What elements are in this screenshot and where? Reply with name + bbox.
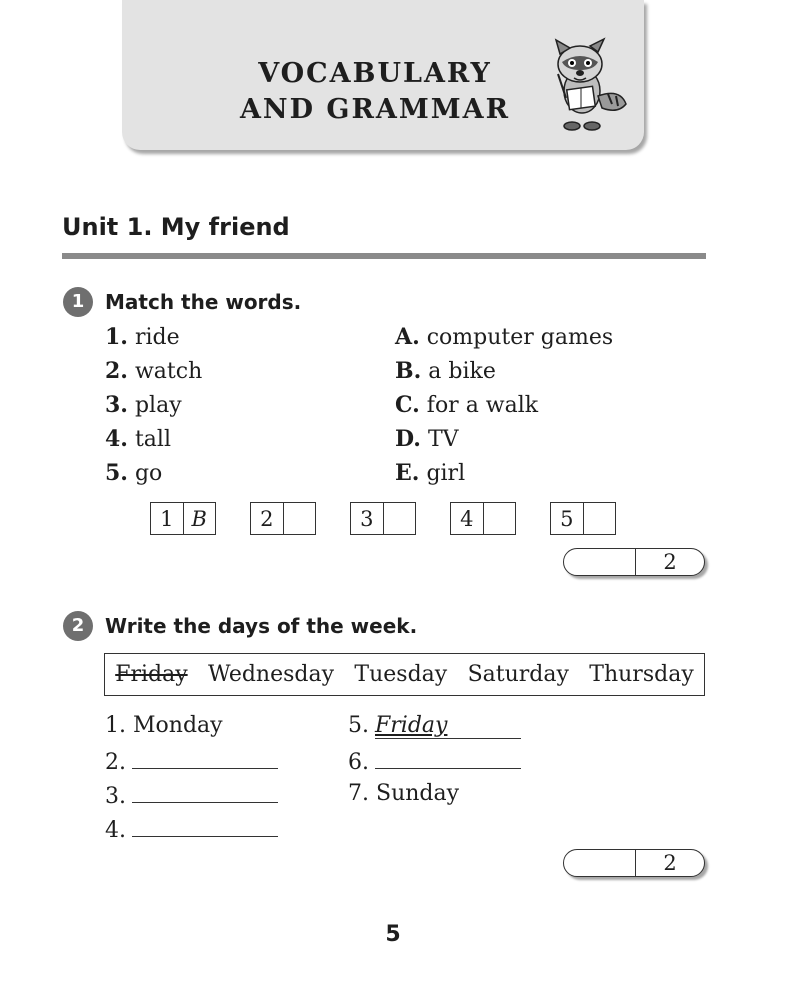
score-box [563, 849, 705, 877]
score-input[interactable] [564, 850, 636, 876]
score-max: 2 [663, 851, 677, 875]
answer-box [550, 502, 616, 535]
page-number: 5 [385, 922, 401, 947]
word-bank-item-used: Friday [115, 662, 188, 687]
divider [62, 253, 706, 259]
answer-box [450, 502, 516, 535]
word-bank-item: Saturday [467, 662, 569, 687]
day-item: 5. Friday [348, 712, 521, 740]
word-bank-item: Tuesday [354, 662, 448, 687]
day-item: 1. Monday [105, 713, 223, 738]
answer-input[interactable] [583, 503, 616, 534]
match-right-item: B. a bike [395, 358, 496, 384]
answer-input[interactable] [383, 503, 416, 534]
exercise-number-badge: 2 [63, 611, 93, 641]
score-box [563, 548, 705, 576]
answer-input[interactable] [483, 503, 516, 534]
day-item: 4. [105, 814, 278, 845]
section-title-line2: AND GRAMMAR [239, 94, 511, 125]
day-blank-line[interactable] [132, 814, 278, 837]
unit-title: Unit 1. My friend [62, 213, 290, 241]
day-item: 3. [105, 780, 278, 811]
day-item: 6. [348, 746, 521, 777]
answer-number: 1 [160, 506, 174, 531]
answer-number: 4 [460, 506, 474, 531]
answer-number: 3 [360, 506, 374, 531]
section-title-line1: VOCABULARY [258, 58, 492, 89]
day-blank-line[interactable] [132, 780, 278, 803]
exercise-title: Match the words. [105, 290, 302, 314]
match-right-item: E. girl [395, 460, 466, 486]
day-blank-line[interactable] [375, 746, 521, 769]
match-left-item: 3. play [105, 392, 182, 418]
answer-box [150, 502, 216, 535]
exercise-title: Write the days of the week. [105, 614, 418, 638]
match-left-item: 1. ride [105, 324, 180, 350]
answer-number: 5 [560, 506, 574, 531]
answer-input[interactable]: B [183, 503, 216, 534]
match-left-item: 2. watch [105, 358, 203, 384]
match-left-item: 5. go [105, 460, 163, 486]
match-right-item: A. computer games [395, 324, 614, 350]
score-max: 2 [663, 550, 677, 574]
day-item: 7. Sunday [348, 781, 460, 806]
word-bank [104, 653, 705, 696]
match-left-item: 4. tall [105, 426, 171, 452]
answer-input[interactable] [283, 503, 316, 534]
exercise-number-badge: 1 [63, 287, 93, 317]
raccoon-mascot-icon [532, 36, 632, 136]
score-input[interactable] [564, 549, 636, 575]
answer-box [250, 502, 316, 535]
match-right-item: D. TV [395, 426, 459, 452]
word-bank-item: Wednesday [208, 662, 335, 687]
answer-box [350, 502, 416, 535]
section-title [180, 56, 570, 128]
match-right-item: C. for a walk [395, 392, 539, 418]
day-blank-line[interactable] [132, 746, 278, 769]
day-item: 2. [105, 746, 278, 777]
word-bank-item: Thursday [589, 662, 694, 687]
answer-number: 2 [260, 506, 274, 531]
day-filled-answer[interactable]: Friday [375, 714, 521, 739]
